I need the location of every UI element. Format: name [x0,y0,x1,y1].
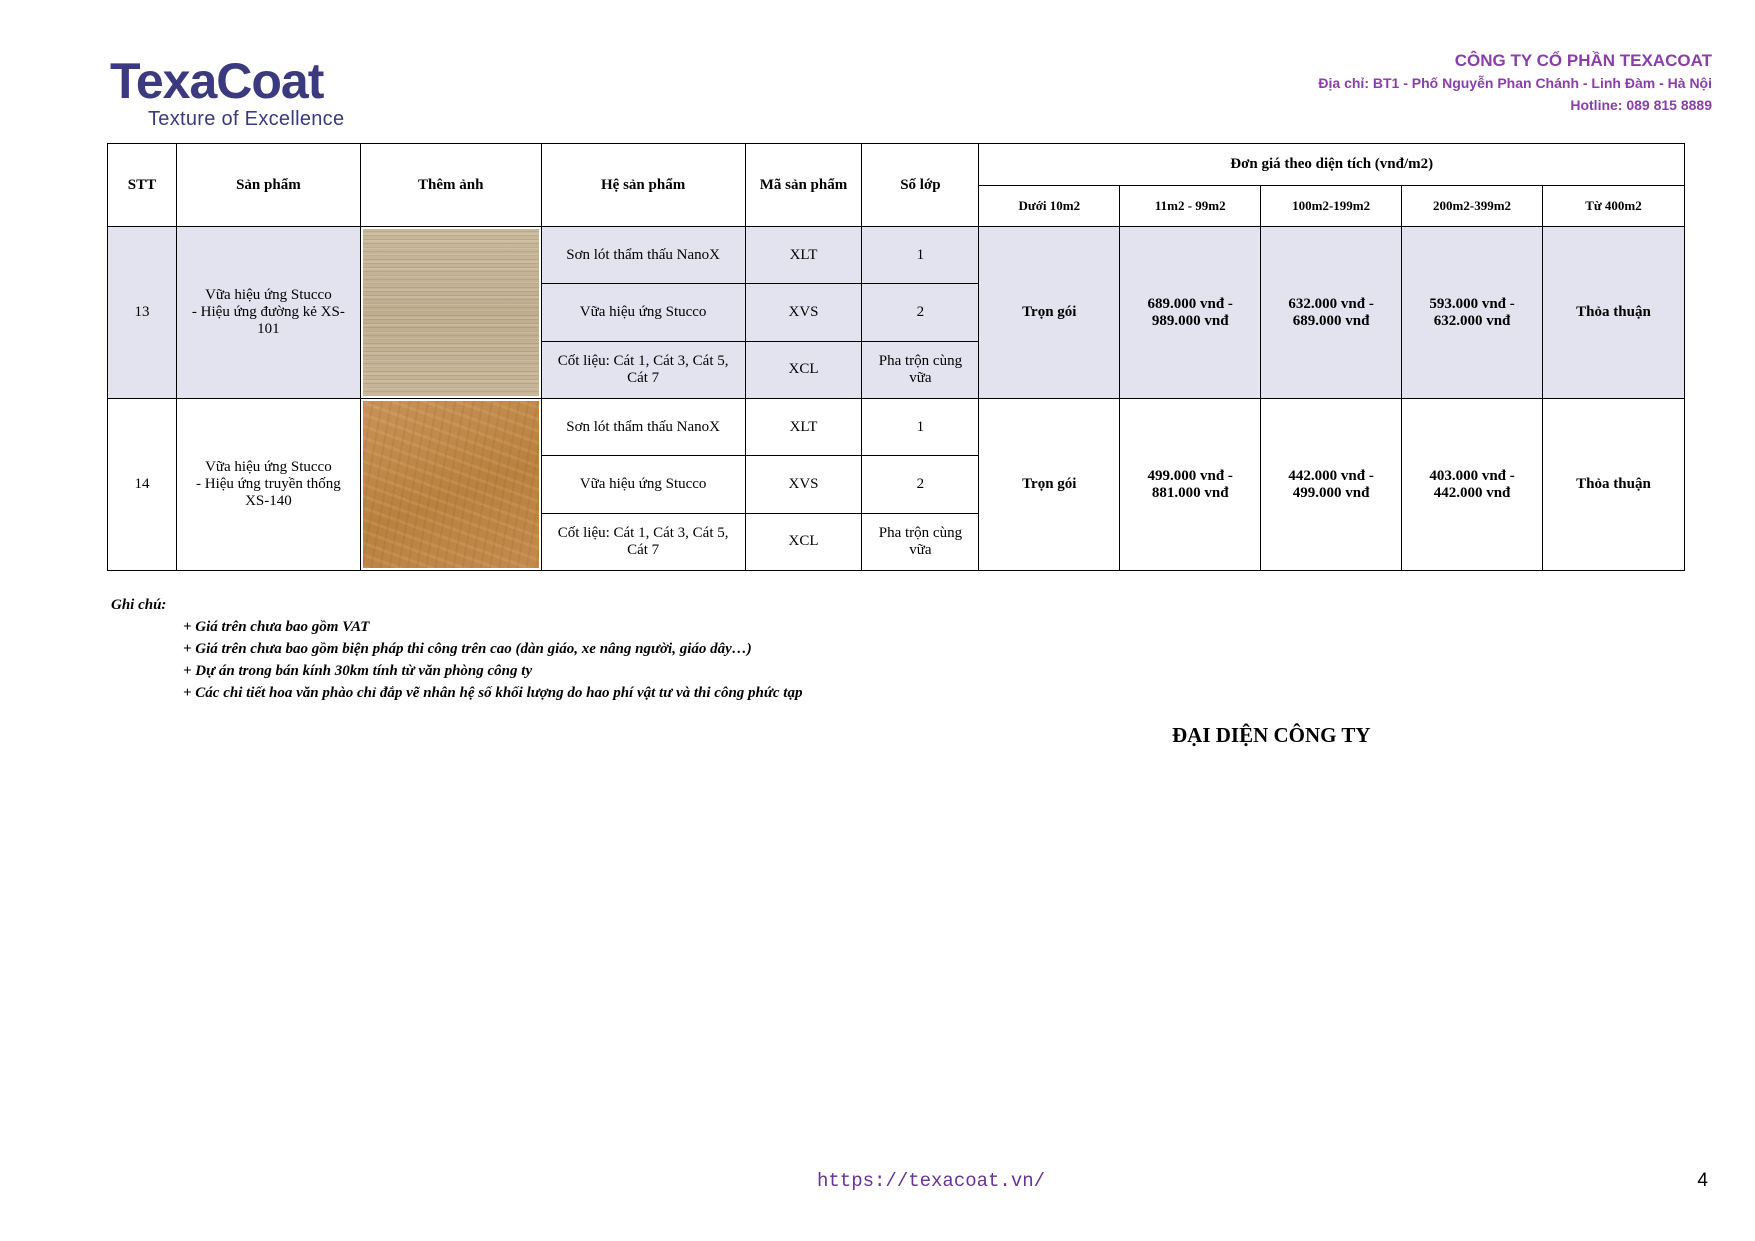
cell-system: Vữa hiệu ứng Stucco [541,456,745,513]
company-representative-label: ĐẠI DIỆN CÔNG TY [1172,723,1371,747]
cell-system: Sơn lót thẩm thấu NanoX [541,399,745,456]
company-info [1318,50,1712,116]
header-tier: Từ 400m2 [1542,186,1684,227]
cell-price-tier: 689.000 vnđ - 989.000 vnđ [1120,227,1261,399]
cell-image [360,399,541,571]
logo-wordmark [110,54,380,108]
cell-layers: Pha trộn cùng vữa [862,513,979,570]
cell-layers: 1 [862,227,979,284]
note-item: + Giá trên chưa bao gồm VAT [183,619,370,635]
cell-price-tier: Trọn gói [979,227,1120,399]
stucco-lines-texture-image [363,229,539,396]
price-table [107,143,1685,571]
header-product: Sản phẩm [176,144,360,227]
notes-title: Ghi chú: [111,597,167,613]
header-image: Thêm ảnh [360,144,541,227]
cell-system: Cốt liệu: Cát 1, Cát 3, Cát 5, Cát 7 [541,513,745,570]
company-address: Địa chỉ: BT1 - Phố Nguyễn Phan Chánh - Linh Đàm - Hà Nội [1318,75,1712,91]
cell-system: Vữa hiệu ứng Stucco [541,284,745,341]
cell-code: XCL [745,513,862,570]
cell-system: Sơn lót thẩm thấu NanoX [541,227,745,284]
header-system: Hệ sản phẩm [541,144,745,227]
cell-price-tier: 442.000 vnđ - 499.000 vnđ [1261,399,1402,571]
note-item: + Các chi tiết hoa văn phào chỉ đắp vẽ nhân hệ số khối lượng do hao phí vật tư và thi công phức tạp [183,685,803,701]
product-name: Vữa hiệu ứng Stucco [205,459,332,475]
header-tier: 11m2 - 99m2 [1120,186,1261,227]
company-name: CÔNG TY CỔ PHẦN TEXACOAT [1454,51,1712,70]
header-price-group: Đơn giá theo diện tích (vnđ/m2) [979,144,1685,186]
stucco-traditional-texture-image [363,401,539,568]
product-name: Vữa hiệu ứng Stucco [205,287,332,303]
cell-stt: 13 [108,227,177,399]
header-tier: 200m2-399m2 [1402,186,1543,227]
header-code: Mã sản phẩm [745,144,862,227]
table-row [108,399,1685,456]
cell-layers: 2 [862,284,979,341]
logo-tagline: Texture of Excellence [148,108,345,130]
logo-text-post: aCoat [189,53,324,109]
cell-price-tier: 403.000 vnđ - 442.000 vnđ [1402,399,1543,571]
page-number: 4 [1697,1170,1708,1191]
product-row-group [108,399,1685,571]
cell-layers: Pha trộn cùng vữa [862,341,979,398]
cell-code: XLT [745,399,862,456]
cell-image [360,227,541,399]
header-tier: Dưới 10m2 [979,186,1120,227]
header-stt: STT [108,144,177,227]
cell-code: XLT [745,227,862,284]
product-variant: - Hiệu ứng đường kẻ XS-101 [191,304,345,337]
notes-section [111,594,802,704]
footer-website-link[interactable]: https://texacoat.vn/ [817,1170,1046,1192]
table-header-row [108,144,1685,186]
cell-price-tier: 632.000 vnđ - 689.000 vnđ [1261,227,1402,399]
company-logo [110,54,380,130]
cell-price-tier: 499.000 vnđ - 881.000 vnđ [1120,399,1261,571]
logo-text-pre: Te [110,53,163,109]
header-tier: 100m2-199m2 [1261,186,1402,227]
logo-text-x: x [162,53,190,109]
header-layers: Số lớp [862,144,979,227]
notes-list [183,616,802,704]
table-row [108,227,1685,284]
cell-layers: 1 [862,399,979,456]
cell-price-tier: Thỏa thuận [1542,399,1684,571]
note-item: + Dự án trong bán kính 30km tính từ văn phòng công ty [183,663,533,679]
cell-code: XCL [745,341,862,398]
cell-price-tier: Trọn gói [979,399,1120,571]
cell-price-tier: Thỏa thuận [1542,227,1684,399]
note-item: + Giá trên chưa bao gồm biện pháp thi công trên cao (dàn giáo, xe nâng người, giáo dây…) [183,641,752,657]
cell-product [176,227,360,399]
cell-product [176,399,360,571]
cell-stt: 14 [108,399,177,571]
company-hotline: Hotline: 089 815 8889 [1570,97,1712,113]
cell-system: Cốt liệu: Cát 1, Cát 3, Cát 5, Cát 7 [541,341,745,398]
cell-code: XVS [745,284,862,341]
cell-code: XVS [745,456,862,513]
cell-price-tier: 593.000 vnđ - 632.000 vnđ [1402,227,1543,399]
product-row-group [108,227,1685,399]
product-variant: - Hiệu ứng truyền thống XS-140 [196,476,341,509]
cell-layers: 2 [862,456,979,513]
